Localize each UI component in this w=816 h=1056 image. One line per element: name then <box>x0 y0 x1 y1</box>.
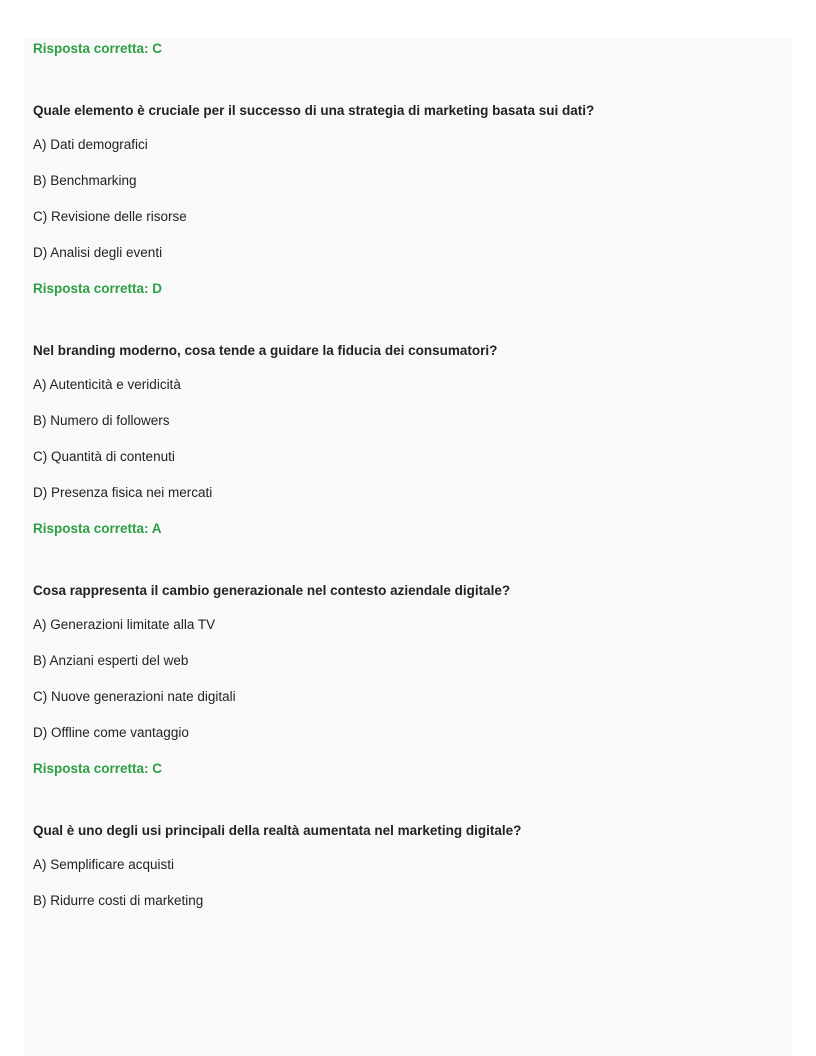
answer-option: A) Autenticità e veridicità <box>33 377 181 392</box>
question-block-4 <box>33 823 783 909</box>
question-text: Quale elemento è cruciale per il successo di una strategia di marketing basata sui dati? <box>33 103 595 118</box>
question-block-1 <box>33 103 783 297</box>
answer-option: B) Numero di followers <box>33 413 170 428</box>
quiz-container <box>24 38 792 1056</box>
quiz-content <box>33 38 783 929</box>
question-text: Qual è uno degli usi principali della realtà aumentata nel marketing digitale? <box>33 823 522 838</box>
answer-option: C) Nuove generazioni nate digitali <box>33 689 236 704</box>
answer-label-prev: Risposta corretta: C <box>33 41 163 56</box>
question-text: Nel branding moderno, cosa tende a guidare la fiducia dei consumatori? <box>33 343 498 358</box>
correct-answer-label: Risposta corretta: D <box>33 281 163 296</box>
question-block-3 <box>33 583 783 777</box>
answer-option: A) Generazioni limitate alla TV <box>33 617 216 632</box>
answer-option: B) Benchmarking <box>33 173 137 188</box>
answer-option: C) Revisione delle risorse <box>33 209 187 224</box>
answer-option: D) Offline come vantaggio <box>33 725 189 740</box>
answer-option: A) Semplificare acquisti <box>33 857 175 872</box>
correct-answer-label: Risposta corretta: C <box>33 761 163 776</box>
answer-option: B) Ridurre costi di marketing <box>33 893 204 908</box>
question-text: Cosa rappresenta il cambio generazionale nel contesto aziendale digitale? <box>33 583 511 598</box>
answer-option: B) Anziani esperti del web <box>33 653 189 668</box>
answer-option: D) Analisi degli eventi <box>33 245 163 260</box>
answer-option: D) Presenza fisica nei mercati <box>33 485 213 500</box>
correct-answer-label: Risposta corretta: A <box>33 521 162 536</box>
answer-option: A) Dati demografici <box>33 137 148 152</box>
answer-option: C) Quantità di contenuti <box>33 449 175 464</box>
question-block-2 <box>33 343 783 537</box>
